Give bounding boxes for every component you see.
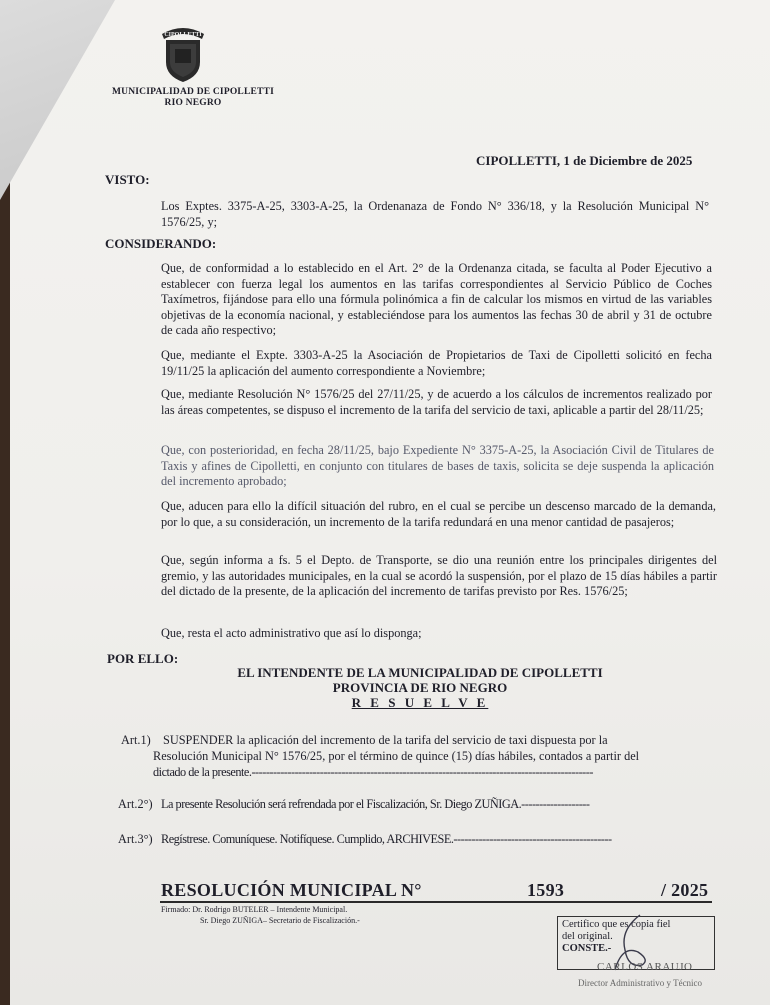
resolution-underline [160, 901, 712, 903]
document-date: CIPOLLETTI, 1 de Diciembre de 2025 [476, 153, 693, 168]
considerando-paragraph-5: Que, aducen para ello la difícil situación del rubro, en el cual se percibe un descenso marcado de la demanda, por lo que, a su consideración, un incremento de la tarifa redundará en una menor cantidad de pasajeros; [161, 499, 716, 529]
stamp-signer-title: Director Administrativo y Técnico [578, 978, 703, 988]
article-2-text: La presente Resolución será refrendada por el Fiscalización, Sr. Diego ZUÑIGA.------------------- [161, 797, 590, 811]
considerando-label: CONSIDERANDO: [105, 236, 217, 251]
visto-text: Los Exptes. 3375-A-25, 3303-A-25, la Ordenanaza de Fondo N° 336/18, y la Resolución Municipal N° 1576/25, y; [161, 199, 709, 229]
article-1-number: Art.1) [121, 733, 151, 747]
considerando-paragraph-3: Que, mediante Resolución N° 1576/25 del 27/11/25, y de acuerdo a los cálculos de incrementos realizado por las áreas competentes, se dispuso el incremento de la tarifa del servicio de taxi, aplicable a partir del 28/11/25; [161, 387, 712, 417]
article-1-line-3: dictado de la presente.----------------------------------------------------------------------------------------------- [153, 765, 593, 779]
article-1-line-2: Resolución Municipal N° 1576/25, por el término de quince (15) días hábiles, contados a partir del [153, 749, 640, 763]
considerando-paragraph-4: Que, con posterioridad, en fecha 28/11/25, bajo Expediente N° 3375-A-25, la Asociación Civil de Titulares de Taxis y afines de Cipolletti, en conjunto con titulares de bases de taxis, solicita se deje suspenda la aplicación del incremento aprobado; [161, 443, 714, 489]
considerando-paragraph-7: Que, resta el acto administrativo que así lo disponga; [161, 626, 422, 640]
considerando-paragraph-1: Que, de conformidad a lo establecido en el Art. 2° de la Ordenanza citada, se faculta al Poder Ejecutivo a establecer con fuerza legal los aumentos en las tarifas correspondientes al Servicio Público de Coches Taxímetros, fijándose para ello una fórmula polinómica a fin de calcular los mismos en virtud de las variables objetivas de la economía nacional, y estableciéndose para los aumentos las fechas 30 de abril y 31 de octubre de cada año respectivo; [161, 261, 712, 338]
stamp-line-2: del original. [562, 931, 613, 942]
stamp-line-3: CONSTE.- [562, 943, 612, 954]
resuelve-line: R E S U E L V E [351, 695, 489, 710]
article-3-text: Regístrese. Comuníquese. Notifíquese. Cumplido, ARCHIVESE.-------------------------------------------- [161, 832, 612, 846]
considerando-paragraph-6: Que, según informa a fs. 5 el Depto. de Transporte, se dio una reunión entre los principales dirigentes del gremio, y las autoridades municipales, en la cual se acordó la suspensión, por el plazo de 15 días hábiles a partir del dictado de la presente, de la aplicación del incremento de tarifas previsto por Res. 1576/25; [161, 553, 717, 599]
municipality-line1: MUNICIPALIDAD DE CIPOLLETTI [112, 87, 274, 97]
considerando-paragraph-2: Que, mediante el Expte. 3303-A-25 la Asociación de Propietarios de Taxi de Cipolletti solicitó en fecha 19/11/25 la aplicación del aumento correspondiente a Noviembre; [161, 348, 712, 378]
resolution-heading [170, 665, 670, 710]
intendente-line: EL INTENDENTE DE LA MUNICIPALIDAD DE CIPOLLETTI [237, 665, 603, 680]
coat-of-arms-logo [158, 22, 208, 84]
signature-line-2: Sr. Diego ZUÑIGA– Secretario de Fiscalización.- [200, 916, 360, 925]
logo-text: CIPOLLETTI [164, 32, 202, 38]
municipality-name [108, 87, 278, 109]
article-1-line-1: SUSPENDER la aplicación del incremento de la tarifa del servicio de taxi dispuesta por la [163, 733, 608, 747]
provincia-line: PROVINCIA DE RIO NEGRO [332, 680, 508, 695]
stamp-signer-name: CARLOS ARAUJO [597, 961, 693, 973]
article-3-number: Art.3°) [118, 832, 153, 846]
resolution-number: 1593 [527, 880, 565, 900]
por-ello-label: POR ELLO: [107, 651, 179, 666]
visto-label: VISTO: [105, 172, 150, 187]
signature-line-1: Firmado: Dr. Rodrigo BUTELER – Intendente Municipal. [161, 905, 348, 914]
stamp-line-1: Certifico que es copia fiel [562, 919, 671, 930]
article-2-number: Art.2°) [118, 797, 153, 811]
resolution-label: RESOLUCIÓN MUNICIPAL N° [161, 880, 422, 900]
resolution-year: / 2025 [661, 880, 709, 900]
municipality-line2: RIO NEGRO [164, 98, 222, 108]
